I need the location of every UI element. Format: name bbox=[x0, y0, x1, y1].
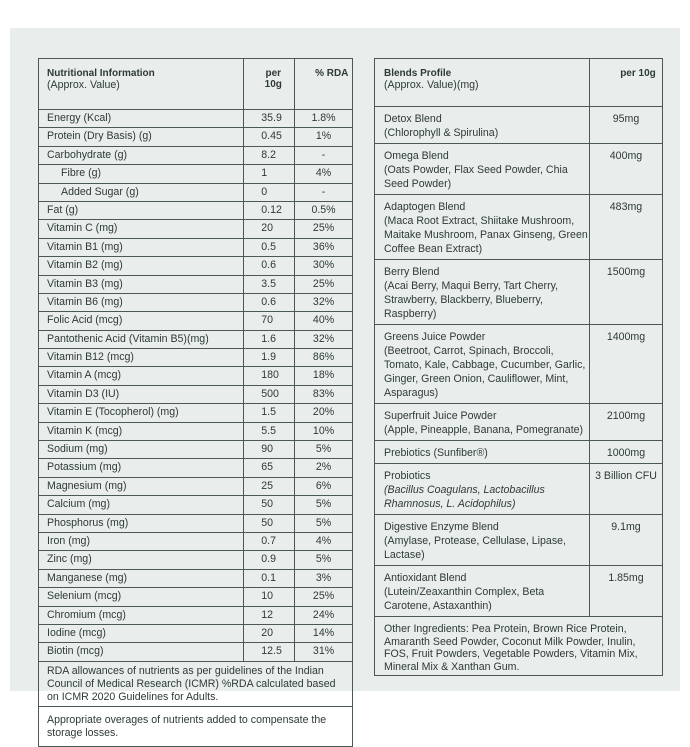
nutrient-value: 90 bbox=[244, 441, 295, 459]
nutrition-title: Nutritional Information bbox=[47, 68, 155, 79]
nutrient-rda: 18% bbox=[295, 367, 353, 385]
nutrient-name: Vitamin B3 (mg) bbox=[39, 275, 244, 293]
nutrient-rda: 40% bbox=[295, 312, 353, 330]
blend-amount: 1400mg bbox=[589, 325, 662, 404]
blend-amount: 1000mg bbox=[589, 441, 662, 464]
nutrient-name: Chromium (mcg) bbox=[39, 606, 244, 624]
blends-header-row bbox=[375, 59, 663, 107]
nutrient-rda: 25% bbox=[295, 220, 353, 238]
blend-amount: 400mg bbox=[589, 144, 662, 195]
nutrition-row bbox=[39, 385, 353, 403]
nutrient-name: Selenium (mcg) bbox=[39, 588, 244, 606]
nutrient-rda: 36% bbox=[295, 238, 353, 256]
nutrition-row bbox=[39, 312, 353, 330]
nutrient-value: 0.6 bbox=[244, 293, 295, 311]
nutrient-value: 20 bbox=[244, 624, 295, 642]
blend-name: Probiotics bbox=[384, 470, 431, 482]
nutrition-row bbox=[39, 496, 353, 514]
nutrient-value: 1.5 bbox=[244, 404, 295, 422]
nutrition-row bbox=[39, 257, 353, 275]
nutrient-name: Fibre (g) bbox=[39, 165, 244, 183]
nutrition-row bbox=[39, 624, 353, 642]
nutrient-value: 1.6 bbox=[244, 330, 295, 348]
nutrient-rda: 5% bbox=[295, 441, 353, 459]
nutrient-rda: 4% bbox=[295, 532, 353, 550]
blend-name: Greens Juice Powder bbox=[384, 331, 486, 343]
blend-description: (Chlorophyll & Spirulina) bbox=[384, 127, 499, 139]
nutrient-rda: 4% bbox=[295, 165, 353, 183]
nutrient-value: 0.7 bbox=[244, 532, 295, 550]
nutrient-name: Vitamin E (Tocopherol) (mg) bbox=[39, 404, 244, 422]
nutrient-value: 0.6 bbox=[244, 257, 295, 275]
nutrient-name: Vitamin C (mg) bbox=[39, 220, 244, 238]
blend-name: Superfruit Juice Powder bbox=[384, 410, 497, 422]
nutrient-name: Calcium (mg) bbox=[39, 496, 244, 514]
blends-table bbox=[374, 58, 663, 676]
nutrient-value: 12.5 bbox=[244, 643, 295, 661]
nutrient-rda: 3% bbox=[295, 569, 353, 587]
blend-name: Adaptogen Blend bbox=[384, 201, 466, 213]
nutrition-row bbox=[39, 551, 353, 569]
nutrient-name: Iron (mg) bbox=[39, 532, 244, 550]
other-ingredients: Other Ingredients: Pea Protein, Brown Rice Protein, Amaranth Seed Powder, Coconut Milk Powder, Inulin, FOS, Fruit Powders, Vegetable Powders, Vitamin Mix, Mineral Mix & Xanthan Gum. bbox=[375, 617, 663, 676]
nutrition-row bbox=[39, 441, 353, 459]
blend-cell bbox=[375, 515, 590, 566]
nutrient-name: Carbohydrate (g) bbox=[39, 146, 244, 164]
blend-row bbox=[375, 441, 663, 464]
nutrient-rda: 32% bbox=[295, 293, 353, 311]
nutrient-rda: 31% bbox=[295, 643, 353, 661]
blend-cell bbox=[375, 441, 590, 464]
nutrient-value: 0 bbox=[244, 183, 295, 201]
nutrient-value: 0.5 bbox=[244, 238, 295, 256]
nutrient-value: 20 bbox=[244, 220, 295, 238]
nutrition-row bbox=[39, 514, 353, 532]
blend-amount: 1500mg bbox=[589, 260, 662, 325]
nutrient-rda: 5% bbox=[295, 514, 353, 532]
nutrition-row bbox=[39, 293, 353, 311]
nutrition-row bbox=[39, 183, 353, 201]
blend-row bbox=[375, 195, 663, 260]
nutrient-value: 0.9 bbox=[244, 551, 295, 569]
blend-row bbox=[375, 566, 663, 617]
nutrient-rda: - bbox=[295, 183, 353, 201]
overage-note: Appropriate overages of nutrients added to compensate the storage losses. bbox=[39, 706, 353, 746]
blend-description: (Apple, Pineapple, Banana, Pomegranate) bbox=[384, 424, 584, 436]
nutrient-name: Vitamin B12 (mcg) bbox=[39, 349, 244, 367]
nutrient-rda: 2% bbox=[295, 459, 353, 477]
blend-name: Antioxidant Blend bbox=[384, 572, 467, 584]
blends-title: Blends Profile bbox=[384, 68, 452, 79]
nutrient-value: 50 bbox=[244, 514, 295, 532]
nutrition-rda-header: % RDA bbox=[295, 59, 353, 110]
nutrition-row bbox=[39, 110, 353, 128]
nutrient-value: 10 bbox=[244, 588, 295, 606]
nutrient-value: 50 bbox=[244, 496, 295, 514]
blend-row bbox=[375, 515, 663, 566]
blend-cell bbox=[375, 144, 590, 195]
nutrition-row bbox=[39, 330, 353, 348]
nutrient-value: 70 bbox=[244, 312, 295, 330]
nutrient-name: Zinc (mg) bbox=[39, 551, 244, 569]
nutrient-value: 3.5 bbox=[244, 275, 295, 293]
nutrient-value: 35.9 bbox=[244, 110, 295, 128]
blends-subtitle: (Approx. Value)(mg) bbox=[384, 79, 479, 91]
nutrient-rda: 14% bbox=[295, 624, 353, 642]
nutrient-value: 1 bbox=[244, 165, 295, 183]
nutrient-name: Magnesium (mg) bbox=[39, 477, 244, 495]
blend-description: (Amylase, Protease, Cellulase, Lipase, Lactase) bbox=[384, 535, 566, 561]
nutrition-table bbox=[38, 58, 353, 747]
nutrient-value: 0.12 bbox=[244, 201, 295, 219]
nutrient-rda: 20% bbox=[295, 404, 353, 422]
blend-description: (Maca Root Extract, Shiitake Mushroom, Maitake Mushroom, Panax Ginseng, Green Coffee Bean Extract) bbox=[384, 215, 588, 255]
blend-description: (Acai Berry, Maqui Berry, Tart Cherry, Strawberry, Blackberry, Blueberry, Raspberry) bbox=[384, 280, 559, 320]
nutrition-row bbox=[39, 643, 353, 661]
nutrition-header-title-cell bbox=[39, 59, 244, 110]
nutrient-name: Protein (Dry Basis) (g) bbox=[39, 128, 244, 146]
blend-amount: 2100mg bbox=[589, 404, 662, 441]
nutrition-row bbox=[39, 238, 353, 256]
nutrition-row bbox=[39, 201, 353, 219]
nutrient-value: 0.45 bbox=[244, 128, 295, 146]
blend-name: Detox Blend bbox=[384, 113, 442, 125]
nutrient-value: 25 bbox=[244, 477, 295, 495]
blend-description: (Lutein/Zeaxanthin Complex, Beta Carotene, Astaxanthin) bbox=[384, 586, 545, 612]
nutrient-rda: 0.5% bbox=[295, 201, 353, 219]
nutrient-rda: 6% bbox=[295, 477, 353, 495]
blend-cell bbox=[375, 464, 590, 515]
nutrient-name: Vitamin D3 (IU) bbox=[39, 385, 244, 403]
blend-amount: 483mg bbox=[589, 195, 662, 260]
nutrient-rda: 10% bbox=[295, 422, 353, 440]
nutrient-rda: - bbox=[295, 146, 353, 164]
blend-cell bbox=[375, 260, 590, 325]
nutrient-name: Phosphorus (mg) bbox=[39, 514, 244, 532]
nutrient-name: Added Sugar (g) bbox=[39, 183, 244, 201]
nutrient-rda: 30% bbox=[295, 257, 353, 275]
nutrient-name: Vitamin B2 (mg) bbox=[39, 257, 244, 275]
blend-row bbox=[375, 260, 663, 325]
nutrition-row bbox=[39, 404, 353, 422]
blend-row bbox=[375, 144, 663, 195]
nutrition-row bbox=[39, 588, 353, 606]
blend-cell bbox=[375, 325, 590, 404]
nutrient-value: 180 bbox=[244, 367, 295, 385]
nutrition-row bbox=[39, 606, 353, 624]
blend-name: Digestive Enzyme Blend bbox=[384, 521, 499, 533]
nutrient-name: Biotin (mcg) bbox=[39, 643, 244, 661]
nutrient-value: 65 bbox=[244, 459, 295, 477]
blend-cell bbox=[375, 107, 590, 144]
blend-cell bbox=[375, 566, 590, 617]
nutrient-rda: 24% bbox=[295, 606, 353, 624]
nutrition-row bbox=[39, 569, 353, 587]
nutrition-row bbox=[39, 367, 353, 385]
nutrient-value: 500 bbox=[244, 385, 295, 403]
nutrient-value: 1.9 bbox=[244, 349, 295, 367]
nutrient-name: Energy (Kcal) bbox=[39, 110, 244, 128]
blend-row bbox=[375, 464, 663, 515]
nutrition-row bbox=[39, 422, 353, 440]
nutrient-name: Pantothenic Acid (Vitamin B5)(mg) bbox=[39, 330, 244, 348]
blend-row bbox=[375, 107, 663, 144]
blends-header-title-cell bbox=[375, 59, 590, 107]
blend-amount: 1.85mg bbox=[589, 566, 662, 617]
nutrient-rda: 25% bbox=[295, 275, 353, 293]
nutrient-name: Vitamin B6 (mg) bbox=[39, 293, 244, 311]
nutrition-row bbox=[39, 220, 353, 238]
blend-name: Prebiotics (Sunfiber®) bbox=[384, 447, 488, 459]
blend-amount: 3 Billion CFU bbox=[589, 464, 662, 515]
nutrition-row bbox=[39, 165, 353, 183]
nutrient-value: 0.1 bbox=[244, 569, 295, 587]
blend-amount: 9.1mg bbox=[589, 515, 662, 566]
blend-cell bbox=[375, 404, 590, 441]
nutrition-row bbox=[39, 459, 353, 477]
nutrient-rda: 32% bbox=[295, 330, 353, 348]
nutrition-per-header: per 10g bbox=[244, 59, 295, 110]
nutrient-rda: 5% bbox=[295, 496, 353, 514]
blend-name: Omega Blend bbox=[384, 150, 449, 162]
nutrition-subtitle: (Approx. Value) bbox=[47, 79, 120, 91]
nutrient-name: Vitamin A (mcg) bbox=[39, 367, 244, 385]
nutrient-rda: 1.8% bbox=[295, 110, 353, 128]
blends-per-header: per 10g bbox=[589, 59, 662, 107]
blend-description: (Oats Powder, Flax Seed Powder, Chia Seed Powder) bbox=[384, 164, 568, 190]
nutrition-header-row bbox=[39, 59, 353, 110]
nutrition-row bbox=[39, 532, 353, 550]
blend-row bbox=[375, 404, 663, 441]
nutrient-name: Sodium (mg) bbox=[39, 441, 244, 459]
nutrition-row bbox=[39, 477, 353, 495]
nutrient-rda: 25% bbox=[295, 588, 353, 606]
nutrient-name: Iodine (mcg) bbox=[39, 624, 244, 642]
blend-description: (Bacillus Coagulans, Lactobacillus Rhamnosus, L. Acidophilus) bbox=[384, 484, 545, 510]
nutrient-value: 8.2 bbox=[244, 146, 295, 164]
nutrition-row bbox=[39, 275, 353, 293]
blend-description: (Beetroot, Carrot, Spinach, Broccoli, Tomato, Kale, Cabbage, Cucumber, Garlic, Ginger, Green Onion, Cauliflower, Mint, Asparagus) bbox=[384, 345, 586, 399]
nutrient-name: Vitamin B1 (mg) bbox=[39, 238, 244, 256]
nutrition-row bbox=[39, 349, 353, 367]
blend-row bbox=[375, 325, 663, 404]
nutrient-name: Potassium (mg) bbox=[39, 459, 244, 477]
nutrient-rda: 5% bbox=[295, 551, 353, 569]
nutrient-name: Folic Acid (mcg) bbox=[39, 312, 244, 330]
nutrient-rda: 83% bbox=[295, 385, 353, 403]
nutrient-rda: 1% bbox=[295, 128, 353, 146]
nutrition-row bbox=[39, 146, 353, 164]
nutrient-value: 12 bbox=[244, 606, 295, 624]
nutrient-name: Fat (g) bbox=[39, 201, 244, 219]
rda-note: RDA allowances of nutrients as per guidelines of the Indian Council of Medical Research (ICMR) %RDA calculated based on ICMR 2020 Guidelines for Adults. bbox=[39, 661, 353, 706]
blend-amount: 95mg bbox=[589, 107, 662, 144]
nutrient-rda: 86% bbox=[295, 349, 353, 367]
blend-cell bbox=[375, 195, 590, 260]
nutrient-name: Vitamin K (mcg) bbox=[39, 422, 244, 440]
nutrition-row bbox=[39, 128, 353, 146]
blend-name: Berry Blend bbox=[384, 266, 440, 278]
nutrient-value: 5.5 bbox=[244, 422, 295, 440]
nutrient-name: Manganese (mg) bbox=[39, 569, 244, 587]
